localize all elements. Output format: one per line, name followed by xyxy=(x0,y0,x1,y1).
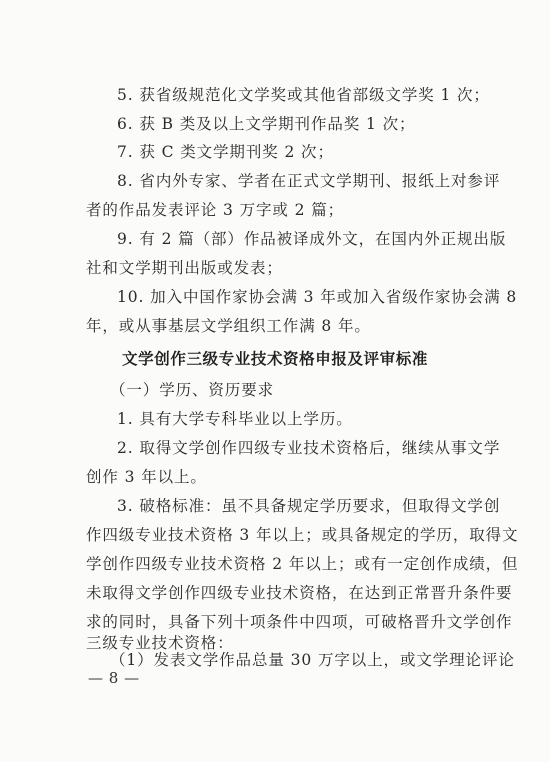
requirement-3-cont-5: 三级专业技术资格： xyxy=(86,634,234,652)
requirement-3-cont-4: 求的同时，具备下列十项条件中四项，可破格晋升文学创作 xyxy=(86,613,513,631)
condition-1: （1）发表文学作品总量 30 万字以上，或文学理论评论 xyxy=(110,651,515,669)
requirement-3: 3. 破格标准：虽不具备规定学历要求，但取得文学创 xyxy=(117,497,501,515)
item-7: 7. 获 C 类文学期刊奖 2 次； xyxy=(117,143,334,161)
item-5: 5. 获省级规范化文学奖或其他省部级文学奖 1 次； xyxy=(117,86,490,104)
item-10-cont: 年，或从事基层文学组织工作满 8 年。 xyxy=(86,317,371,335)
item-9: 9. 有 2 篇（部）作品被译成外文，在国内外正规出版 xyxy=(117,230,507,248)
requirement-2: 2. 取得文学创作四级专业技术资格后，继续从事文学 xyxy=(117,439,501,457)
requirement-3-cont-2: 学创作四级专业技术资格 2 年以上；或有一定创作成绩，但 xyxy=(86,555,519,573)
requirement-1: 1. 具有大学专科毕业以上学历。 xyxy=(117,410,353,428)
subsection-heading: （一）学历、资历要求 xyxy=(110,381,275,399)
item-9-cont: 社和文学期刊出版或发表； xyxy=(86,259,283,277)
section-title: 文学创作三级专业技术资格申报及评审标准 xyxy=(122,350,428,368)
item-6: 6. 获 B 类及以上文学期刊作品奖 1 次； xyxy=(117,115,416,133)
item-10: 10. 加入中国作家协会满 3 年或加入省级作家协会满 8 xyxy=(117,288,518,306)
item-8-cont: 者的作品发表评论 3 万字或 2 篇； xyxy=(86,201,345,219)
requirement-3-cont-1: 作四级专业技术资格 3 年以上；或具备规定的学历，取得文 xyxy=(86,526,519,544)
page-number: — 8 — xyxy=(88,669,140,687)
item-8: 8. 省内外专家、学者在正式文学期刊、报纸上对参评 xyxy=(117,172,501,190)
requirement-3-cont-3: 未取得文学创作四级专业技术资格，在达到正常晋升条件要 xyxy=(86,584,513,602)
requirement-2-cont: 创作 3 年以上。 xyxy=(86,468,207,486)
